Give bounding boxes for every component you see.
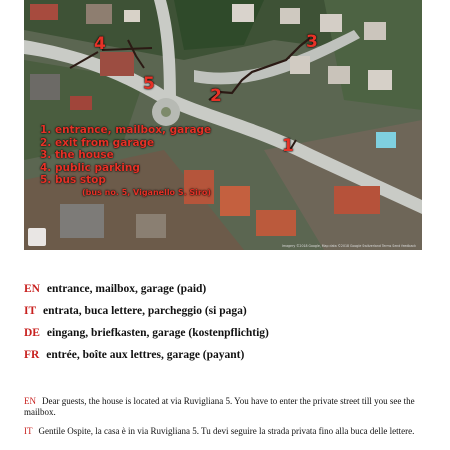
location-labels (24, 282, 269, 370)
legend-item-garage-exit: 2. exit from garage (40, 136, 155, 149)
paragraph-text: Gentile Ospite, la casa è in via Ruvigliana 5. Tu devi seguire la strada privata fino alla buca delle lettere. (38, 426, 415, 436)
language-code: DE (24, 327, 40, 339)
map-credits: Imagery ©2018 Google, Map data ©2018 Google Switzerland Terms Send feedback (282, 244, 416, 248)
language-code: EN (24, 396, 36, 406)
label-text: entrée, boîte aux lettres, garage (payant) (46, 349, 245, 361)
legend-item-bus-stop: 5. bus stop (40, 174, 106, 186)
language-code: FR (24, 349, 40, 361)
aerial-map (24, 0, 422, 250)
google-logo-icon (28, 228, 46, 246)
label-text: eingang, briefkasten, garage (kostenpflichtig) (46, 327, 269, 339)
legend-item-house: 3. the house (40, 149, 114, 161)
paragraph-it (24, 426, 436, 437)
map-marker-1: 1 (282, 136, 294, 156)
label-row-en (24, 282, 269, 304)
legend-note: (bus no. 5, Viganello S. Siro) (82, 187, 212, 197)
legend-item-parking: 4. public parking (40, 161, 140, 174)
label-row-de (24, 326, 269, 348)
label-row-fr (24, 348, 269, 370)
map-legend (40, 124, 211, 198)
label-text: entrata, buca lettere, parcheggio (si paga) (43, 305, 247, 317)
paragraph-en (24, 396, 436, 418)
map-marker-5: 5 (143, 74, 155, 94)
label-row-it (24, 304, 269, 326)
map-marker-4: 4 (94, 34, 106, 54)
language-code: EN (24, 283, 40, 295)
legend-item-entrance: 1. entrance, mailbox, garage (40, 124, 212, 136)
directions-paragraphs (24, 396, 436, 445)
paragraph-text: Dear guests, the house is located at via Ruvigliana 5. You have to enter the private street till you see the mailbox. (24, 396, 415, 417)
language-code: IT (24, 305, 37, 317)
map-marker-3: 3 (306, 32, 318, 52)
language-code: IT (24, 426, 33, 436)
map-marker-2: 2 (210, 86, 222, 106)
label-text: entrance, mailbox, garage (paid) (46, 283, 207, 295)
